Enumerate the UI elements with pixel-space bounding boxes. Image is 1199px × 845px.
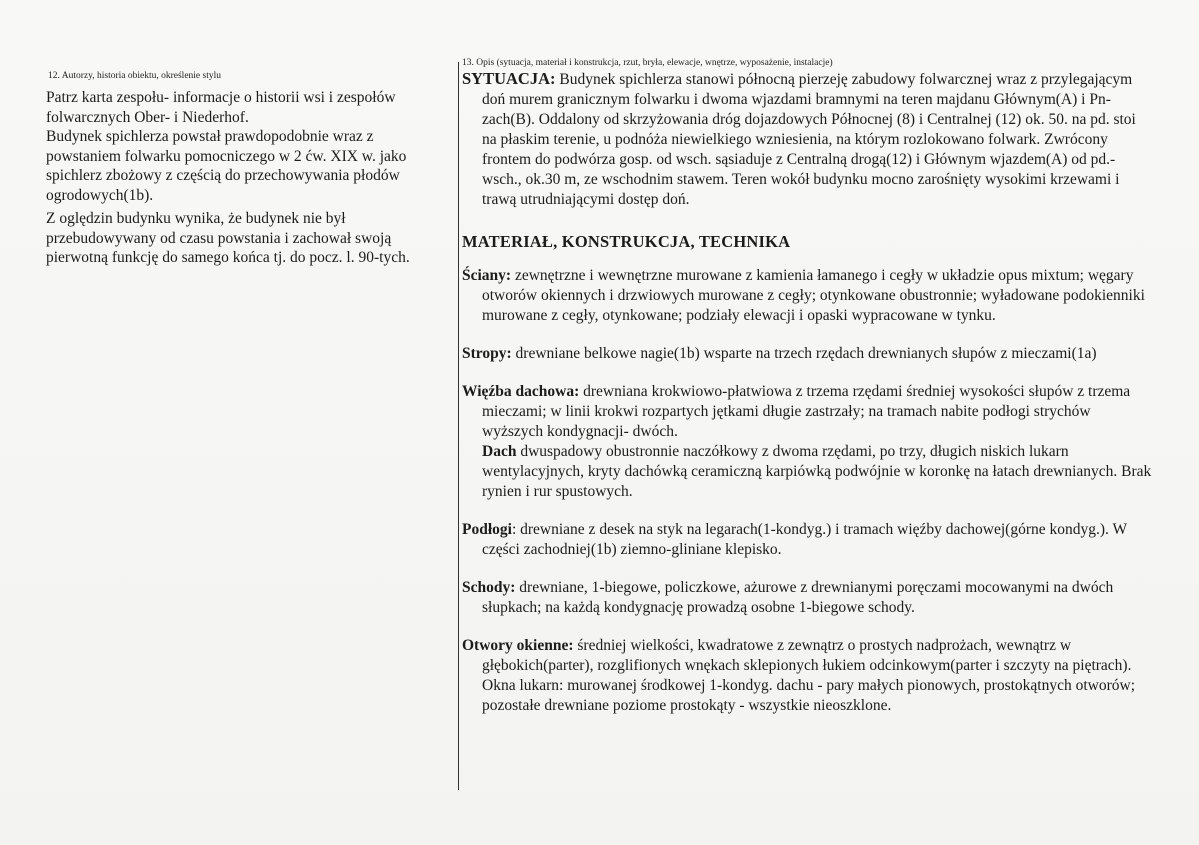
stairs-paragraph — [462, 578, 1152, 618]
truss-text: drewniana krokwiowo-płatwiowa z trzema rzędami średniej wysokości słupów z trzema mieczami; w linii krokwi rozpartych jętkami długie zastrzały; na tramach nabite podłogi strychów wyższych kondygnacji- dwóch. — [482, 383, 1131, 440]
stairs-label: Schody: — [462, 579, 516, 596]
history-paragraph — [46, 88, 446, 205]
situation-text: Budynek spichlerza stanowi północną pierzeję zabudowy folwarcznej wraz z przylegającym doń murem granicznym folwarku i dwoma wjazdami bramnymi na teren majdanu Głównym(A) i Pn-zach(B). Oddalony od skrzyżowania dróg dojazdowych Północnej (8) i Centralnej (12) ok. 50. na pd. stoi na płaskim terenie, u podnóża niewielkiego wzniesienia, na którym rozlokowano folwark. Zwrócony frontem do podwórza gosp. od wsch. sąsiaduje z Centralną drogą(12) i Głównym wjazdem(A) od pd.-wsch., ok.30 m, ze wschodnim stawem. Teren wokół budynku mocno zarośnięty wysokimi krzewami i trawą utrudniającymi dostęp doń. — [482, 71, 1136, 208]
situation-label: SYTUACJA: — [462, 69, 556, 88]
walls-label: Ściany: — [462, 267, 512, 284]
ceilings-text: drewniane belkowe nagie(1b) wsparte na trzech rzędach drewnianych słupów z mieczami(1a) — [511, 345, 1097, 362]
truss-paragraph — [462, 382, 1152, 442]
walls-paragraph — [462, 266, 1152, 326]
truss-label: Więźba dachowa: — [462, 383, 580, 400]
windows-text: średniej wielkości, kwadratowe z zewnątrz o prostych nadprożach, wewnątrz w głębokich(parter), rozglifionych wnękach sklepionych łukiem odcinkowym(parter i szczyty na piętrach). Okna lukarn: murowanej środkowej 1-kondyg. dachu - pary małych pionowych, prostokątnych otworów; pozostałe drewniane poziome prostokąty - wszystkie nieoszklone. — [482, 637, 1136, 714]
roof-text: dwuspadowy obustronnie naczółkowy z dwoma rzędami, po trzy, długich niskich lukarn wentylacyjnych, kryty dachówką ceramiczną karpiówką podwójnie w koronkę na łatach drewnianych. Brak rynien i rur spustowych. — [482, 443, 1152, 500]
ceilings-label: Stropy: — [462, 345, 512, 362]
history-section — [46, 70, 446, 268]
history-paragraph-2: Z oględzin budynku wynika, że budynek nie był przebudowywany od czasu powstania i zachował swoją pierwotną funkcję do samego końca tj. do pocz. l. 90-tych. — [46, 210, 410, 266]
walls-text: zewnętrzne i wewnętrzne murowane z kamienia łamanego i cegły w układzie opus mixtum; węgary otworów okiennych i drzwiowych murowane z cegły; otynkowane obustronnie; wyładowane podokienniki murowane z cegły, otynkowane; podziały elewacji i opaski wypracowane w tynku. — [482, 267, 1145, 324]
column-divider — [458, 62, 459, 790]
history-heading: 12. Autorzy, historia obiektu, określenie stylu — [48, 71, 221, 81]
roof-label: Dach — [482, 443, 517, 460]
ceilings-paragraph — [462, 344, 1152, 364]
situation-paragraph — [462, 69, 1152, 210]
roof-paragraph — [462, 442, 1152, 502]
stairs-text: drewniane, 1-biegowe, policzkowe, ażurowe z drewnianymi poręczami mocowanymi na dwóch słupkach; na każdą kondygnację prowadzą osobne 1-biegowe schody. — [482, 579, 1114, 616]
history-text-1: Patrz karta zespołu- informacje o historii wsi i zespołów folwarcznych Ober- i Niederhof. — [46, 89, 396, 126]
windows-paragraph — [462, 636, 1152, 716]
description-section — [462, 57, 1152, 716]
materials-section-title: MATERIAŁ, KONSTRUKCJA, TECHNIKA — [462, 232, 791, 251]
windows-label: Otwory okienne: — [462, 637, 574, 654]
floors-paragraph — [462, 520, 1152, 560]
description-heading: 13. Opis (sytuacja, materiał i konstrukcja, rzut, bryła, elewacje, wnętrze, wyposażenie, instalacje) — [462, 58, 833, 68]
history-text-2: Budynek spichlerza powstał prawdopodobnie wraz z powstaniem folwarku pomocniczego w 2 ćw. XIX w. jako spichlerz zbożowy z częścią do przechowywania płodów ogrodowych(1b). — [46, 128, 407, 204]
floors-label: Podłogi — [462, 521, 512, 538]
floors-text: : drewniane z desek na styk na legarach(1-kondyg.) i tramach więźby dachowej(górne kondyg.). W części zachodniej(1b) ziemno-gliniane klepisko. — [482, 521, 1127, 558]
